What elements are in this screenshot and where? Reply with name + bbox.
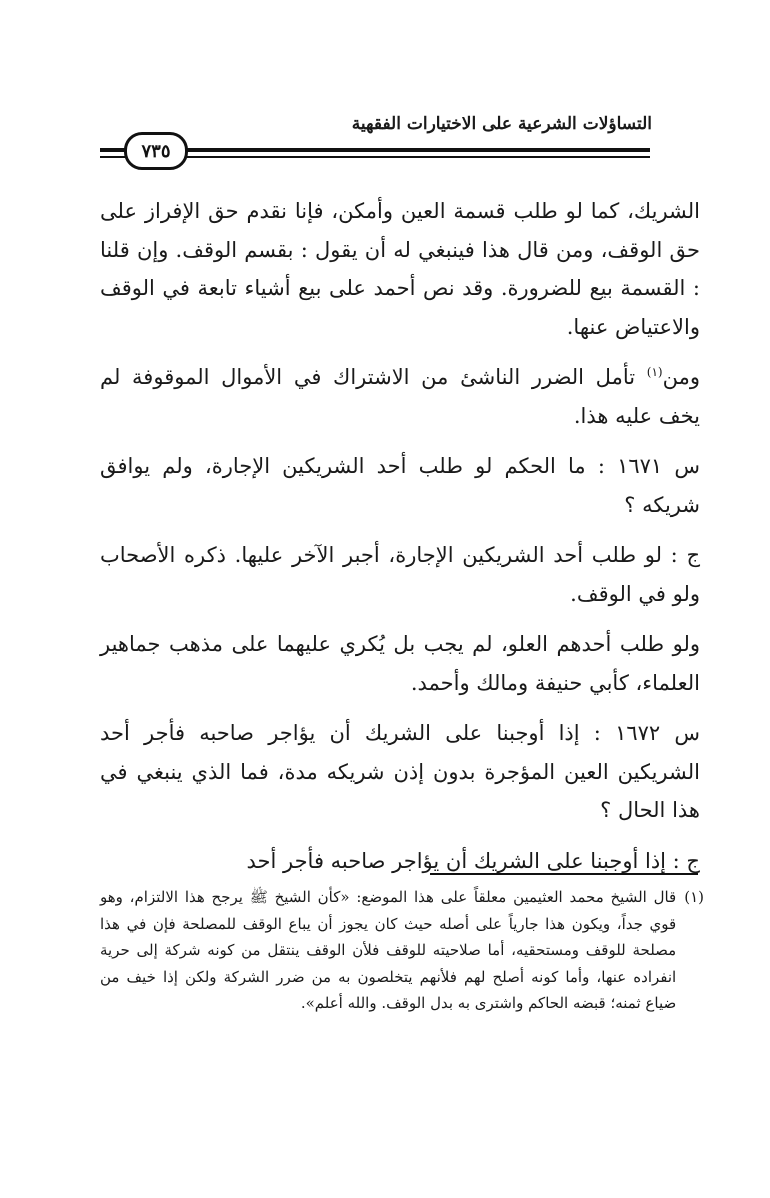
running-header-title: التساؤلات الشرعية على الاختيارات الفقهية — [351, 114, 652, 134]
paragraph-rest: تأمل الضرر الناشئ من الاشتراك في الأموال الموقوفة لم يخف عليه هذا. — [100, 365, 700, 428]
paragraph: الشريك، كما لو طلب قسمة العين وأمكن، فإنا نقدم حق الإفراز على حق الوقف، ومن قال هذا فينبغي له أن يقول : بقسم الوقف. وإن قلنا : القسمة بيع للضرورة. وقد نص أحمد على بيع أشياء تابعة في الوقف والاعتياض عنها. — [100, 199, 700, 339]
answer-1671: ج : لو طلب أحد الشريكين الإجارة، أجبر الآخر عليها. ذكره الأصحاب ولو في الوقف. — [100, 543, 700, 606]
footnote-marker: (١) — [684, 888, 704, 906]
page-number: ٧٣٥ — [141, 140, 171, 162]
page-number-badge — [124, 132, 188, 170]
main-text — [100, 192, 700, 892]
footnote-ref: (١) — [646, 365, 663, 379]
question-1671: س ١٦٧١ : ما الحكم لو طلب أحد الشريكين الإجارة، ولم يوافق شريكه ؟ — [100, 454, 700, 517]
question-1672: س ١٦٧٢ : إذا أوجبنا على الشريك أن يؤاجر صاحبه فأجر أحد الشريكين العين المؤجرة بدون إذن شريكه مدة، فما الذي ينبغي في هذا الحال ؟ — [100, 721, 701, 822]
footnote-text: قال الشيخ محمد العثيمين معلقاً على هذا الموضع: «كأن الشيخ ﷺ يرجح هذا الالتزام، وهو قوي جداً، ويكون هذا جارياً على أصله حيث كان يجوز أن يباع الوقف للمصلحة فإن في هذا مصلحة للوقف ومستحقيه، أما صلاحيته للوقف فلأن الوقف ينتقل من كونه شركة إلى حرية انفراده عنها، وأما كونه أصلح لهم فلأنهم يتخلصون به من ضرر الشركة ولكن إذا خيف من ضياع ثمنه؛ قبضه الحاكم واشترى به بدل الوقف. والله أعلم». — [100, 888, 677, 1012]
paragraph: ولو طلب أحدهم العلو، لم يجب بل يُكري عليهما على مذهب جماهير العلماء، كأبي حنيفة ومالك وأحمد. — [100, 632, 700, 695]
paragraph-lead: ومن — [662, 365, 700, 389]
answer-1672: ج : إذا أوجبنا على الشريك أن يؤاجر صاحبه فأجر أحد — [246, 848, 700, 873]
paragraph — [100, 358, 700, 435]
footnote — [100, 884, 704, 1017]
footnote-separator — [430, 873, 698, 875]
